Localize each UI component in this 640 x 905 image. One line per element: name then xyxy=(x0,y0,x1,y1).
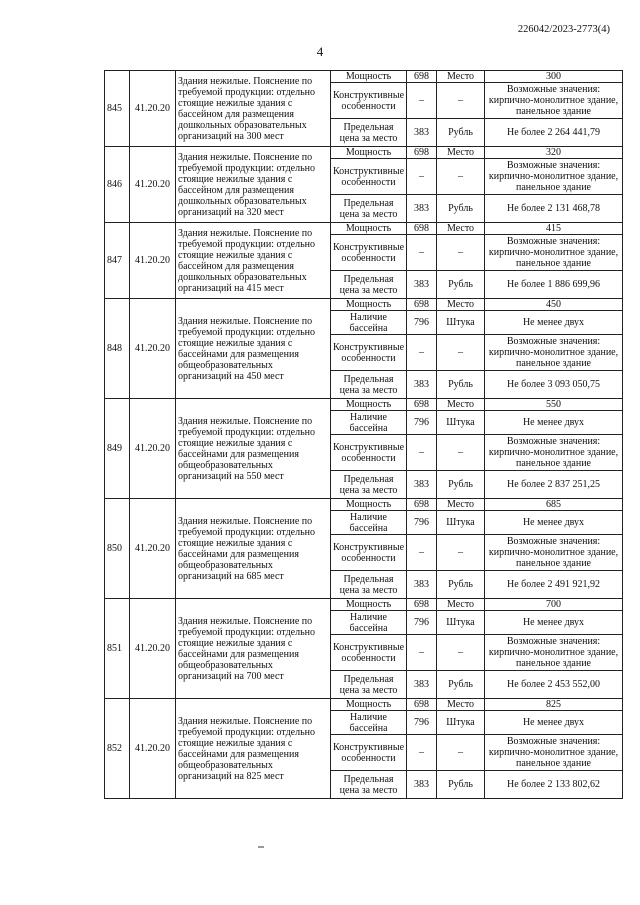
unit-cell: – xyxy=(437,159,485,195)
unit-cell: Место xyxy=(437,599,485,611)
okpd2-code-cell: 41.20.20 xyxy=(130,699,176,799)
characteristic-value-cell: Не более 3 093 050,75 xyxy=(485,371,623,399)
unit-cell: – xyxy=(437,235,485,271)
okei-code-cell: 383 xyxy=(407,371,437,399)
characteristic-value-cell: Не менее двух xyxy=(485,411,623,435)
okei-code-cell: – xyxy=(407,635,437,671)
okei-code-cell: 698 xyxy=(407,699,437,711)
product-description-cell: Здания нежилые. Пояснение по требуемой продукции: отдельно стоящие нежилые здания с бассейнами для размещения общеобразовательных организаций на 450 мест xyxy=(176,299,331,399)
characteristic-name-cell: Конструктивные особенности xyxy=(331,83,407,119)
characteristic-name-cell: Конструктивные особенности xyxy=(331,735,407,771)
characteristic-value-cell: 450 xyxy=(485,299,623,311)
unit-cell: Рубль xyxy=(437,195,485,223)
characteristic-value-cell: Не более 2 453 552,00 xyxy=(485,671,623,699)
row-number-cell: 849 xyxy=(105,399,130,499)
okei-code-cell: – xyxy=(407,83,437,119)
okpd2-code-cell: 41.20.20 xyxy=(130,499,176,599)
characteristic-name-cell: Конструктивные особенности xyxy=(331,535,407,571)
okei-code-cell: – xyxy=(407,535,437,571)
okei-code-cell: – xyxy=(407,435,437,471)
okei-code-cell: – xyxy=(407,159,437,195)
characteristic-name-cell: Предельная цена за место xyxy=(331,119,407,147)
characteristic-name-cell: Предельная цена за место xyxy=(331,195,407,223)
unit-cell: Штука xyxy=(437,411,485,435)
characteristic-value-cell: Возможные значения: кирпично-монолитное здание, панельное здание xyxy=(485,735,623,771)
unit-cell: Место xyxy=(437,399,485,411)
characteristic-value-cell: Не более 2 837 251,25 xyxy=(485,471,623,499)
characteristic-value-cell: 550 xyxy=(485,399,623,411)
table-row xyxy=(105,223,623,235)
unit-cell: – xyxy=(437,335,485,371)
unit-cell: Штука xyxy=(437,711,485,735)
product-description-cell: Здания нежилые. Пояснение по требуемой продукции: отдельно стоящие нежилые здания с бассейнами для размещения общеобразовательных организаций на 825 мест xyxy=(176,699,331,799)
okei-code-cell: 698 xyxy=(407,223,437,235)
characteristic-value-cell: Возможные значения: кирпично-монолитное здание, панельное здание xyxy=(485,635,623,671)
unit-cell: Место xyxy=(437,699,485,711)
characteristic-name-cell: Мощность xyxy=(331,699,407,711)
row-number-cell: 848 xyxy=(105,299,130,399)
row-number-cell: 846 xyxy=(105,147,130,223)
characteristic-value-cell: Не более 1 886 699,96 xyxy=(485,271,623,299)
row-number-cell: 847 xyxy=(105,223,130,299)
unit-cell: Место xyxy=(437,71,485,83)
characteristic-name-cell: Предельная цена за место xyxy=(331,671,407,699)
table-row xyxy=(105,399,623,411)
product-description-cell: Здания нежилые. Пояснение по требуемой продукции: отдельно стоящие нежилые здания с бассейном для размещения дошкольных образовательных организаций на 320 мест xyxy=(176,147,331,223)
okei-code-cell: 383 xyxy=(407,119,437,147)
unit-cell: – xyxy=(437,535,485,571)
okpd2-code-cell: 41.20.20 xyxy=(130,599,176,699)
page-number: 4 xyxy=(316,44,324,59)
okpd2-code-cell: 41.20.20 xyxy=(130,223,176,299)
okei-code-cell: 383 xyxy=(407,571,437,599)
characteristic-value-cell: Возможные значения: кирпично-монолитное здание, панельное здание xyxy=(485,335,623,371)
okei-code-cell: 698 xyxy=(407,499,437,511)
table-row xyxy=(105,147,623,159)
okei-code-cell: 383 xyxy=(407,271,437,299)
product-description-cell: Здания нежилые. Пояснение по требуемой продукции: отдельно стоящие нежилые здания с бассейнами для размещения общеобразовательных организаций на 550 мест xyxy=(176,399,331,499)
characteristic-name-cell: Конструктивные особенности xyxy=(331,435,407,471)
okpd2-code-cell: 41.20.20 xyxy=(130,399,176,499)
characteristic-name-cell: Мощность xyxy=(331,499,407,511)
document-number: 226042/2023-2773(4) xyxy=(517,24,610,35)
unit-cell: Рубль xyxy=(437,671,485,699)
okei-code-cell: 698 xyxy=(407,71,437,83)
okpd2-code-cell: 41.20.20 xyxy=(130,147,176,223)
table-row xyxy=(105,71,623,83)
unit-cell: – xyxy=(437,635,485,671)
okei-code-cell: – xyxy=(407,335,437,371)
characteristic-value-cell: Возможные значения: кирпично-монолитное здание, панельное здание xyxy=(485,235,623,271)
unit-cell: Рубль xyxy=(437,571,485,599)
characteristic-name-cell: Мощность xyxy=(331,147,407,159)
characteristic-name-cell: Конструктивные особенности xyxy=(331,335,407,371)
unit-cell: – xyxy=(437,435,485,471)
unit-cell: Рубль xyxy=(437,371,485,399)
okei-code-cell: 796 xyxy=(407,311,437,335)
unit-cell: Штука xyxy=(437,611,485,635)
unit-cell: Место xyxy=(437,499,485,511)
characteristic-name-cell: Наличие бассейна xyxy=(331,311,407,335)
characteristic-name-cell: Наличие бассейна xyxy=(331,411,407,435)
product-description-cell: Здания нежилые. Пояснение по требуемой продукции: отдельно стоящие нежилые здания с бассейнами для размещения общеобразовательных организаций на 685 мест xyxy=(176,499,331,599)
unit-cell: Рубль xyxy=(437,119,485,147)
okei-code-cell: 698 xyxy=(407,147,437,159)
characteristic-value-cell: 825 xyxy=(485,699,623,711)
table-row xyxy=(105,699,623,711)
characteristic-value-cell: Возможные значения: кирпично-монолитное здание, панельное здание xyxy=(485,83,623,119)
product-description-cell: Здания нежилые. Пояснение по требуемой продукции: отдельно стоящие нежилые здания с бассейном для размещения дошкольных образовательных организаций на 415 мест xyxy=(176,223,331,299)
okei-code-cell: 383 xyxy=(407,195,437,223)
row-number-cell: 850 xyxy=(105,499,130,599)
characteristic-name-cell: Наличие бассейна xyxy=(331,711,407,735)
unit-cell: Рубль xyxy=(437,771,485,799)
characteristic-name-cell: Наличие бассейна xyxy=(331,611,407,635)
characteristic-name-cell: Мощность xyxy=(331,71,407,83)
characteristic-name-cell: Конструктивные особенности xyxy=(331,159,407,195)
characteristic-name-cell: Мощность xyxy=(331,399,407,411)
characteristic-value-cell: 300 xyxy=(485,71,623,83)
characteristic-value-cell: Возможные значения: кирпично-монолитное здание, панельное здание xyxy=(485,535,623,571)
product-description-cell: Здания нежилые. Пояснение по требуемой продукции: отдельно стоящие нежилые здания с бассейнами для размещения общеобразовательных организаций на 700 мест xyxy=(176,599,331,699)
unit-cell: Рубль xyxy=(437,271,485,299)
okei-code-cell: 796 xyxy=(407,611,437,635)
okei-code-cell: 698 xyxy=(407,599,437,611)
row-number-cell: 845 xyxy=(105,71,130,147)
unit-cell: – xyxy=(437,83,485,119)
characteristic-value-cell: Не более 2 264 441,79 xyxy=(485,119,623,147)
okei-code-cell: 796 xyxy=(407,411,437,435)
characteristic-value-cell: Не менее двух xyxy=(485,711,623,735)
characteristic-value-cell: Не менее двух xyxy=(485,611,623,635)
characteristic-value-cell: Не более 2 131 468,78 xyxy=(485,195,623,223)
scan-mark xyxy=(258,846,264,848)
characteristic-value-cell: 415 xyxy=(485,223,623,235)
unit-cell: Место xyxy=(437,223,485,235)
okpd2-code-cell: 41.20.20 xyxy=(130,299,176,399)
okei-code-cell: 698 xyxy=(407,399,437,411)
characteristic-name-cell: Мощность xyxy=(331,599,407,611)
unit-cell: Рубль xyxy=(437,471,485,499)
table-row xyxy=(105,299,623,311)
product-description-cell: Здания нежилые. Пояснение по требуемой продукции: отдельно стоящие нежилые здания с бассейном для размещения дошкольных образовательных организаций на 300 мест xyxy=(176,71,331,147)
unit-cell: Место xyxy=(437,147,485,159)
okei-code-cell: – xyxy=(407,735,437,771)
okei-code-cell: – xyxy=(407,235,437,271)
okei-code-cell: 383 xyxy=(407,471,437,499)
unit-cell: Место xyxy=(437,299,485,311)
characteristic-value-cell: Возможные значения: кирпично-монолитное здание, панельное здание xyxy=(485,159,623,195)
products-table xyxy=(104,70,623,799)
characteristic-value-cell: Не менее двух xyxy=(485,311,623,335)
okei-code-cell: 796 xyxy=(407,711,437,735)
characteristic-name-cell: Конструктивные особенности xyxy=(331,235,407,271)
characteristic-value-cell: 320 xyxy=(485,147,623,159)
okei-code-cell: 383 xyxy=(407,771,437,799)
characteristic-value-cell: Возможные значения: кирпично-монолитное здание, панельное здание xyxy=(485,435,623,471)
table-row xyxy=(105,599,623,611)
okei-code-cell: 383 xyxy=(407,671,437,699)
okpd2-code-cell: 41.20.20 xyxy=(130,71,176,147)
row-number-cell: 852 xyxy=(105,699,130,799)
characteristic-value-cell: Не более 2 491 921,92 xyxy=(485,571,623,599)
unit-cell: Штука xyxy=(437,311,485,335)
unit-cell: – xyxy=(437,735,485,771)
okei-code-cell: 796 xyxy=(407,511,437,535)
table-row xyxy=(105,499,623,511)
characteristic-name-cell: Мощность xyxy=(331,299,407,311)
characteristic-name-cell: Конструктивные особенности xyxy=(331,635,407,671)
characteristic-value-cell: Не более 2 133 802,62 xyxy=(485,771,623,799)
characteristic-value-cell: Не менее двух xyxy=(485,511,623,535)
characteristic-name-cell: Предельная цена за место xyxy=(331,371,407,399)
characteristic-value-cell: 685 xyxy=(485,499,623,511)
characteristic-name-cell: Предельная цена за место xyxy=(331,471,407,499)
characteristic-name-cell: Мощность xyxy=(331,223,407,235)
unit-cell: Штука xyxy=(437,511,485,535)
row-number-cell: 851 xyxy=(105,599,130,699)
characteristic-name-cell: Предельная цена за место xyxy=(331,571,407,599)
characteristic-name-cell: Предельная цена за место xyxy=(331,771,407,799)
characteristic-name-cell: Наличие бассейна xyxy=(331,511,407,535)
characteristic-value-cell: 700 xyxy=(485,599,623,611)
characteristic-name-cell: Предельная цена за место xyxy=(331,271,407,299)
okei-code-cell: 698 xyxy=(407,299,437,311)
products-table-body xyxy=(105,71,623,799)
